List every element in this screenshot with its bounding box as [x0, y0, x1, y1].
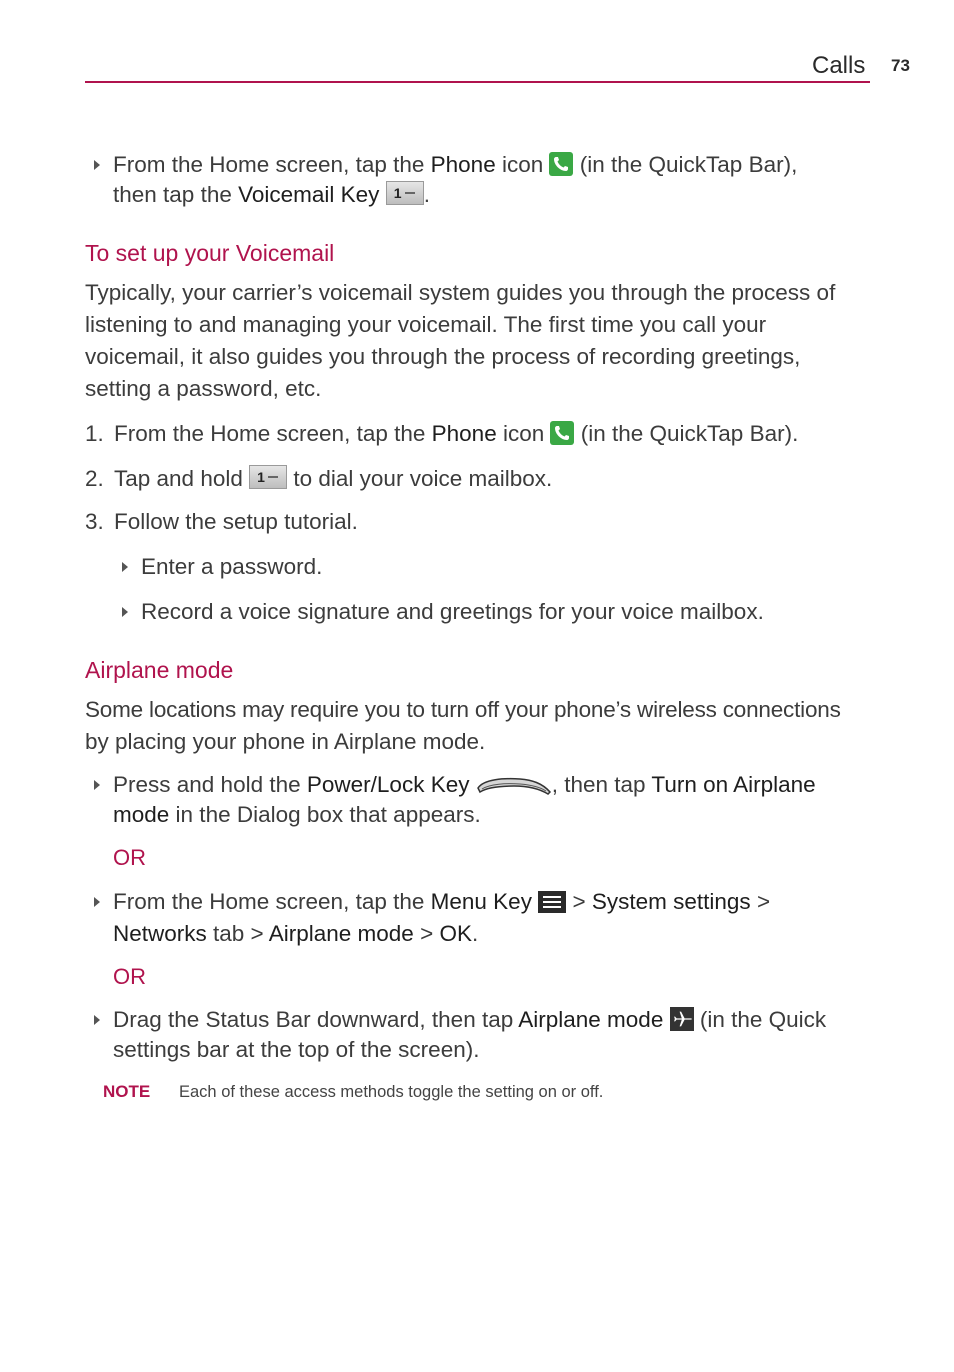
sub-bullet-2: Record a voice signature and greetings for your voice mailbox. — [141, 599, 764, 624]
voicemail-para-line4: setting a password, etc. — [85, 376, 322, 401]
bullet-arrow-icon — [94, 897, 100, 907]
bullet-arrow-icon — [94, 780, 100, 790]
or-separator: OR — [113, 964, 146, 989]
voicemail-heading: To set up your Voicemail — [85, 240, 335, 266]
airplane-heading: Airplane mode — [85, 657, 234, 683]
airplane-mode-icon — [670, 1007, 694, 1031]
intro-bullet-line1: From the Home screen, tap the Phone icon (in the QuickTap Bar), — [113, 152, 798, 177]
voicemail-para-line2: listening to and managing your voicemail. The first time you call your — [85, 312, 767, 337]
section-title: Calls — [812, 52, 866, 79]
airplane-para-line2: by placing your phone in Airplane mode. — [85, 729, 486, 754]
airplane-para-line1: Some locations may require you to turn off your phone’s wireless connections — [85, 697, 841, 722]
bullet-arrow-icon — [94, 1015, 100, 1025]
bullet-arrow-icon — [122, 607, 128, 617]
step-2: Tap and hold 1 to dial your voice mailbox. — [114, 466, 553, 491]
voicemail-key-icon: 1 — [386, 181, 424, 205]
note-label: NOTE — [103, 1082, 151, 1101]
intro-bullet-line2: then tap the Voicemail Key 1 . — [113, 182, 430, 207]
header-rule — [85, 81, 870, 83]
power-lock-key-icon — [476, 773, 552, 805]
airplane-bullet-3-line1: Drag the Status Bar downward, then tap Airplane mode (in the Quick — [113, 1007, 827, 1032]
menu-key-icon — [538, 891, 566, 913]
or-separator: OR — [113, 845, 146, 870]
step-3: Follow the setup tutorial. — [114, 509, 358, 534]
airplane-bullet-2-line2: Networks tab > Airplane mode > OK. — [113, 921, 479, 946]
voicemail-para-line3: voicemail, it also guides you through the process of recording greetings, — [85, 344, 801, 369]
voicemail-para-line1: Typically, your carrier’s voicemail system guides you through the process of — [85, 280, 836, 305]
airplane-bullet-3-line2: settings bar at the top of the screen). — [113, 1037, 480, 1062]
step-3-number: 3. — [85, 509, 104, 534]
step-1: From the Home screen, tap the Phone icon (in the QuickTap Bar). — [114, 421, 799, 446]
step-1-number: 1. — [85, 421, 104, 446]
voicemail-key-icon: 1 — [249, 465, 287, 489]
phone-icon — [550, 421, 574, 445]
sub-bullet-1: Enter a password. — [141, 554, 323, 579]
bullet-arrow-icon — [122, 562, 128, 572]
step-2-number: 2. — [85, 466, 104, 491]
airplane-bullet-2-line1: From the Home screen, tap the Menu Key > System settings > — [113, 889, 771, 914]
phone-icon — [549, 152, 573, 176]
bullet-arrow-icon — [94, 160, 100, 170]
page-number: 73 — [891, 56, 910, 75]
note-text: Each of these access methods toggle the setting on or off. — [179, 1083, 604, 1101]
airplane-bullet-1-line2: mode in the Dialog box that appears. — [113, 802, 481, 827]
airplane-bullet-1-line1: Press and hold the Power/Lock Key , then tap Turn on Airplane — [113, 769, 816, 805]
